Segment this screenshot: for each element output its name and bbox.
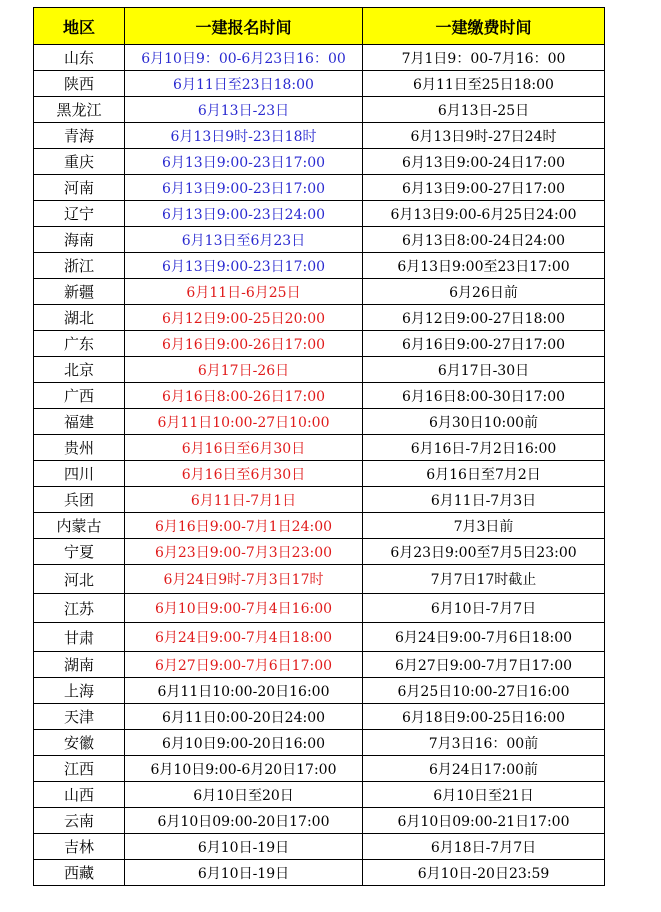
register-time-cell: 6月16日9:00-7月1日24:00 (125, 513, 363, 539)
register-time-cell: 6月13日-23日 (125, 97, 363, 123)
register-time-cell: 6月11日0:00-20日24:00 (125, 704, 363, 730)
region-cell: 贵州 (34, 435, 125, 461)
region-cell: 重庆 (34, 149, 125, 175)
region-cell: 湖北 (34, 305, 125, 331)
exam-schedule-table (33, 7, 605, 886)
payment-time-cell: 6月13日8:00-24日24:00 (363, 227, 605, 253)
payment-time-cell: 7月3日16：00前 (363, 730, 605, 756)
table-row (34, 461, 605, 487)
region-cell: 内蒙古 (34, 513, 125, 539)
register-time-cell: 6月24日9时-7月3日17时 (125, 565, 363, 594)
register-time-cell: 6月23日9:00-7月3日23:00 (125, 539, 363, 565)
register-time-cell: 6月11日至23日18:00 (125, 71, 363, 97)
region-cell: 辽宁 (34, 201, 125, 227)
register-time-cell: 6月10日9：00-6月23日16：00 (125, 45, 363, 71)
table-row (34, 305, 605, 331)
region-cell: 安徽 (34, 730, 125, 756)
header-register-time: 一建报名时间 (125, 8, 363, 45)
table-row (34, 201, 605, 227)
payment-time-cell: 6月10日-20日23:59 (363, 860, 605, 886)
region-cell: 黑龙江 (34, 97, 125, 123)
payment-time-cell: 6月13日9时-27日24时 (363, 123, 605, 149)
register-time-cell: 6月10日-19日 (125, 860, 363, 886)
region-cell: 河北 (34, 565, 125, 594)
table-row (34, 808, 605, 834)
payment-time-cell: 6月25日10:00-27日16:00 (363, 678, 605, 704)
register-time-cell: 6月10日09:00-20日17:00 (125, 808, 363, 834)
payment-time-cell: 6月10日-7月7日 (363, 594, 605, 623)
table-row (34, 331, 605, 357)
table-row (34, 730, 605, 756)
region-cell: 青海 (34, 123, 125, 149)
payment-time-cell: 7月3日前 (363, 513, 605, 539)
register-time-cell: 6月10日9:00-7月4日16:00 (125, 594, 363, 623)
region-cell: 山西 (34, 782, 125, 808)
payment-time-cell: 6月30日10:00前 (363, 409, 605, 435)
region-cell: 广东 (34, 331, 125, 357)
payment-time-cell: 6月16日8:00-30日17:00 (363, 383, 605, 409)
register-time-cell: 6月16日8:00-26日17:00 (125, 383, 363, 409)
register-time-cell: 6月27日9:00-7月6日17:00 (125, 652, 363, 678)
region-cell: 海南 (34, 227, 125, 253)
payment-time-cell: 6月16日9:00-27日17:00 (363, 331, 605, 357)
register-time-cell: 6月11日-6月25日 (125, 279, 363, 305)
region-cell: 陕西 (34, 71, 125, 97)
register-time-cell: 6月16日至6月30日 (125, 435, 363, 461)
region-cell: 西藏 (34, 860, 125, 886)
register-time-cell: 6月10日至20日 (125, 782, 363, 808)
register-time-cell: 6月10日-19日 (125, 834, 363, 860)
region-cell: 宁夏 (34, 539, 125, 565)
payment-time-cell: 6月24日17:00前 (363, 756, 605, 782)
region-cell: 北京 (34, 357, 125, 383)
table-header-row (34, 8, 605, 45)
table-row (34, 149, 605, 175)
region-cell: 吉林 (34, 834, 125, 860)
payment-time-cell: 6月10日09:00-21日17:00 (363, 808, 605, 834)
payment-time-cell: 6月17日-30日 (363, 357, 605, 383)
table-row (34, 279, 605, 305)
payment-time-cell: 6月13日-25日 (363, 97, 605, 123)
region-cell: 兵团 (34, 487, 125, 513)
header-payment-time: 一建缴费时间 (363, 8, 605, 45)
register-time-cell: 6月10日9:00-6月20日17:00 (125, 756, 363, 782)
region-cell: 江苏 (34, 594, 125, 623)
table-row (34, 227, 605, 253)
table-row (34, 253, 605, 279)
region-cell: 云南 (34, 808, 125, 834)
register-time-cell: 6月13日9:00-23日24:00 (125, 201, 363, 227)
register-time-cell: 6月16日至6月30日 (125, 461, 363, 487)
payment-time-cell: 6月24日9:00-7月6日18:00 (363, 623, 605, 652)
region-cell: 甘肃 (34, 623, 125, 652)
table-row (34, 623, 605, 652)
register-time-cell: 6月16日9:00-26日17:00 (125, 331, 363, 357)
table-row (34, 834, 605, 860)
register-time-cell: 6月13日9:00-23日17:00 (125, 149, 363, 175)
region-cell: 浙江 (34, 253, 125, 279)
payment-time-cell: 6月13日9:00至23日17:00 (363, 253, 605, 279)
region-cell: 天津 (34, 704, 125, 730)
register-time-cell: 6月24日9:00-7月4日18:00 (125, 623, 363, 652)
table-row (34, 756, 605, 782)
payment-time-cell: 6月23日9:00至7月5日23:00 (363, 539, 605, 565)
table-row (34, 175, 605, 201)
region-cell: 广西 (34, 383, 125, 409)
register-time-cell: 6月13日9时-23日18时 (125, 123, 363, 149)
payment-time-cell: 6月18日-7月7日 (363, 834, 605, 860)
table-row (34, 357, 605, 383)
payment-time-cell: 6月16日-7月2日16:00 (363, 435, 605, 461)
table-row (34, 123, 605, 149)
payment-time-cell: 6月12日9:00-27日18:00 (363, 305, 605, 331)
payment-time-cell: 6月11日-7月3日 (363, 487, 605, 513)
table-row (34, 539, 605, 565)
exam-schedule-table-container (33, 7, 604, 886)
register-time-cell: 6月11日10:00-27日10:00 (125, 409, 363, 435)
payment-time-cell: 6月13日9:00-6月25日24:00 (363, 201, 605, 227)
register-time-cell: 6月12日9:00-25日20:00 (125, 305, 363, 331)
table-row (34, 513, 605, 539)
header-region: 地区 (34, 8, 125, 45)
table-row (34, 487, 605, 513)
table-row (34, 435, 605, 461)
table-row (34, 860, 605, 886)
region-cell: 上海 (34, 678, 125, 704)
payment-time-cell: 7月1日9：00-7月16：00 (363, 45, 605, 71)
table-row (34, 594, 605, 623)
payment-time-cell: 6月18日9:00-25日16:00 (363, 704, 605, 730)
region-cell: 河南 (34, 175, 125, 201)
register-time-cell: 6月10日9:00-20日16:00 (125, 730, 363, 756)
table-row (34, 678, 605, 704)
table-body (34, 45, 605, 886)
region-cell: 湖南 (34, 652, 125, 678)
register-time-cell: 6月13日至6月23日 (125, 227, 363, 253)
payment-time-cell: 6月13日9:00-24日17:00 (363, 149, 605, 175)
table-row (34, 383, 605, 409)
table-row (34, 565, 605, 594)
table-row (34, 409, 605, 435)
payment-time-cell: 7月7日17时截止 (363, 565, 605, 594)
region-cell: 四川 (34, 461, 125, 487)
table-row (34, 71, 605, 97)
region-cell: 山东 (34, 45, 125, 71)
table-row (34, 97, 605, 123)
payment-time-cell: 6月13日9:00-27日17:00 (363, 175, 605, 201)
payment-time-cell: 6月11日至25日18:00 (363, 71, 605, 97)
register-time-cell: 6月17日-26日 (125, 357, 363, 383)
region-cell: 福建 (34, 409, 125, 435)
payment-time-cell: 6月16日至7月2日 (363, 461, 605, 487)
table-row (34, 652, 605, 678)
register-time-cell: 6月13日9:00-23日17:00 (125, 253, 363, 279)
register-time-cell: 6月11日10:00-20日16:00 (125, 678, 363, 704)
payment-time-cell: 6月26日前 (363, 279, 605, 305)
region-cell: 新疆 (34, 279, 125, 305)
payment-time-cell: 6月27日9:00-7月7日17:00 (363, 652, 605, 678)
register-time-cell: 6月13日9:00-23日17:00 (125, 175, 363, 201)
region-cell: 江西 (34, 756, 125, 782)
table-row (34, 782, 605, 808)
table-row (34, 704, 605, 730)
payment-time-cell: 6月10日至21日 (363, 782, 605, 808)
table-row (34, 45, 605, 71)
register-time-cell: 6月11日-7月1日 (125, 487, 363, 513)
